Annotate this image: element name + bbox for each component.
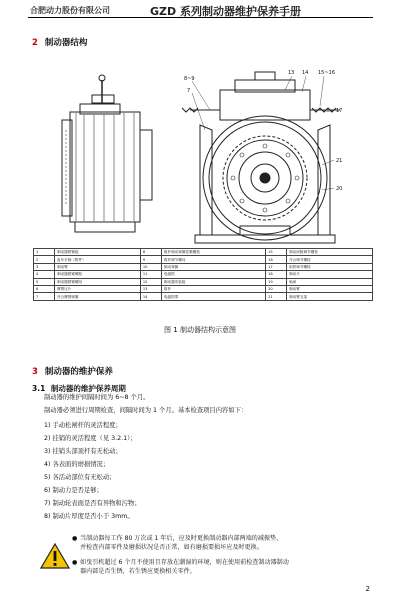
section-title: 制动器的维护保养	[44, 367, 113, 377]
warning-line: 并检查内部零件及磨损状况是否正常，如有磨损要损坏应及时更换。	[80, 544, 263, 551]
drawing-label: 7	[187, 88, 191, 94]
check-item: 1) 手动松闸杆的灵活程度；	[44, 422, 122, 429]
intro-line: 制动器必须进行周期检查，间隔时间为 1 个月。基本检查项目内容如下：	[44, 407, 248, 414]
right-brake-arm	[318, 125, 330, 235]
section-3-heading	[32, 365, 113, 377]
bullet-icon: ●	[72, 559, 78, 566]
drawing-label: 13	[288, 70, 295, 76]
parts-table	[33, 248, 373, 301]
warning-icon	[40, 543, 70, 569]
check-item: 7) 制动轮表面是否有异物和污物；	[44, 500, 141, 507]
warning-line: 如曳引机超过 6 个月不使用且存放在潮湿的环境，则在使用前检查制动器制动	[80, 559, 289, 566]
intro-line: 制动器的维护间隔时间为 6~8 个月。	[44, 394, 150, 401]
table-row: 1 制动器锁紧板 8 推杆制动弹簧张紧螺栓 15 制动间隙调节螺栓	[34, 249, 373, 256]
check-item: 5) 各活动部位有无松动；	[44, 474, 116, 481]
check-item: 4) 各表面的磨损情况；	[44, 461, 110, 468]
warning-line: 器内部是否生锈，若生锈应更换相关零件。	[80, 568, 196, 575]
drawing-label: 8~9	[184, 76, 195, 82]
check-item: 3) 挂销头部顶杆有无松动；	[44, 448, 122, 455]
warning-note	[72, 534, 370, 552]
page-number: 2	[365, 585, 370, 593]
drawing-label: 14	[302, 70, 309, 76]
drawing-label: 15~16	[318, 70, 335, 76]
section-number: 2	[32, 38, 38, 48]
warning-note	[72, 558, 370, 576]
table-row: 4 制动器锁紧螺栓 11 电磁铁 18 制动片	[34, 271, 373, 278]
bullet-icon: ●	[72, 535, 78, 542]
side-view-body	[70, 112, 140, 222]
section-number: 3	[32, 367, 38, 377]
table-row: 7 开合摩擦弹簧 14 电磁铁罩 21 制动臂支架	[34, 293, 373, 300]
table-row: 6 摩擦压片 13 推杆 20 制动臂	[34, 285, 373, 292]
drawing-label: 20	[336, 186, 343, 192]
header-rule	[28, 17, 373, 18]
table-row: 5 制动器锁紧螺母 12 制动器安装板 19 轴承	[34, 278, 373, 285]
table-row: 3 制动臂 10 制动弹簧 17 衔铁调节螺栓	[34, 263, 373, 270]
check-item: 6) 制动力是否足够；	[44, 487, 103, 494]
left-brake-arm	[200, 125, 212, 235]
subsection-title: 制动器的维护保养周期	[50, 384, 126, 393]
base-plate	[195, 235, 335, 243]
drawing-label: 17	[336, 108, 343, 114]
section-2-heading	[32, 36, 87, 48]
warning-line: 当制动器每工作 80 万次或 1 年后，应及时更换制动器内部两端的减振垫，	[80, 535, 283, 542]
table-row: 2 盘车手柄（附件） 9 推杆调节螺母 16 开合调节螺栓	[34, 256, 373, 263]
check-item: 2) 挂销的灵活程度（见 3.2.1）；	[44, 435, 137, 442]
section-title: 制动器结构	[44, 38, 88, 48]
drawing-label: 21	[336, 158, 343, 164]
figure-caption: 图 1 制动器结构示意图	[164, 326, 236, 334]
subsection-number: 3.1	[32, 384, 46, 393]
brake-structure-drawing	[40, 50, 370, 250]
header-title: GZD 系列制动器维护保养手册	[150, 5, 301, 18]
check-item: 8) 制动片厚度是否小于 3mm。	[44, 513, 134, 520]
header-company: 合肥动力股份有限公司	[30, 6, 110, 15]
